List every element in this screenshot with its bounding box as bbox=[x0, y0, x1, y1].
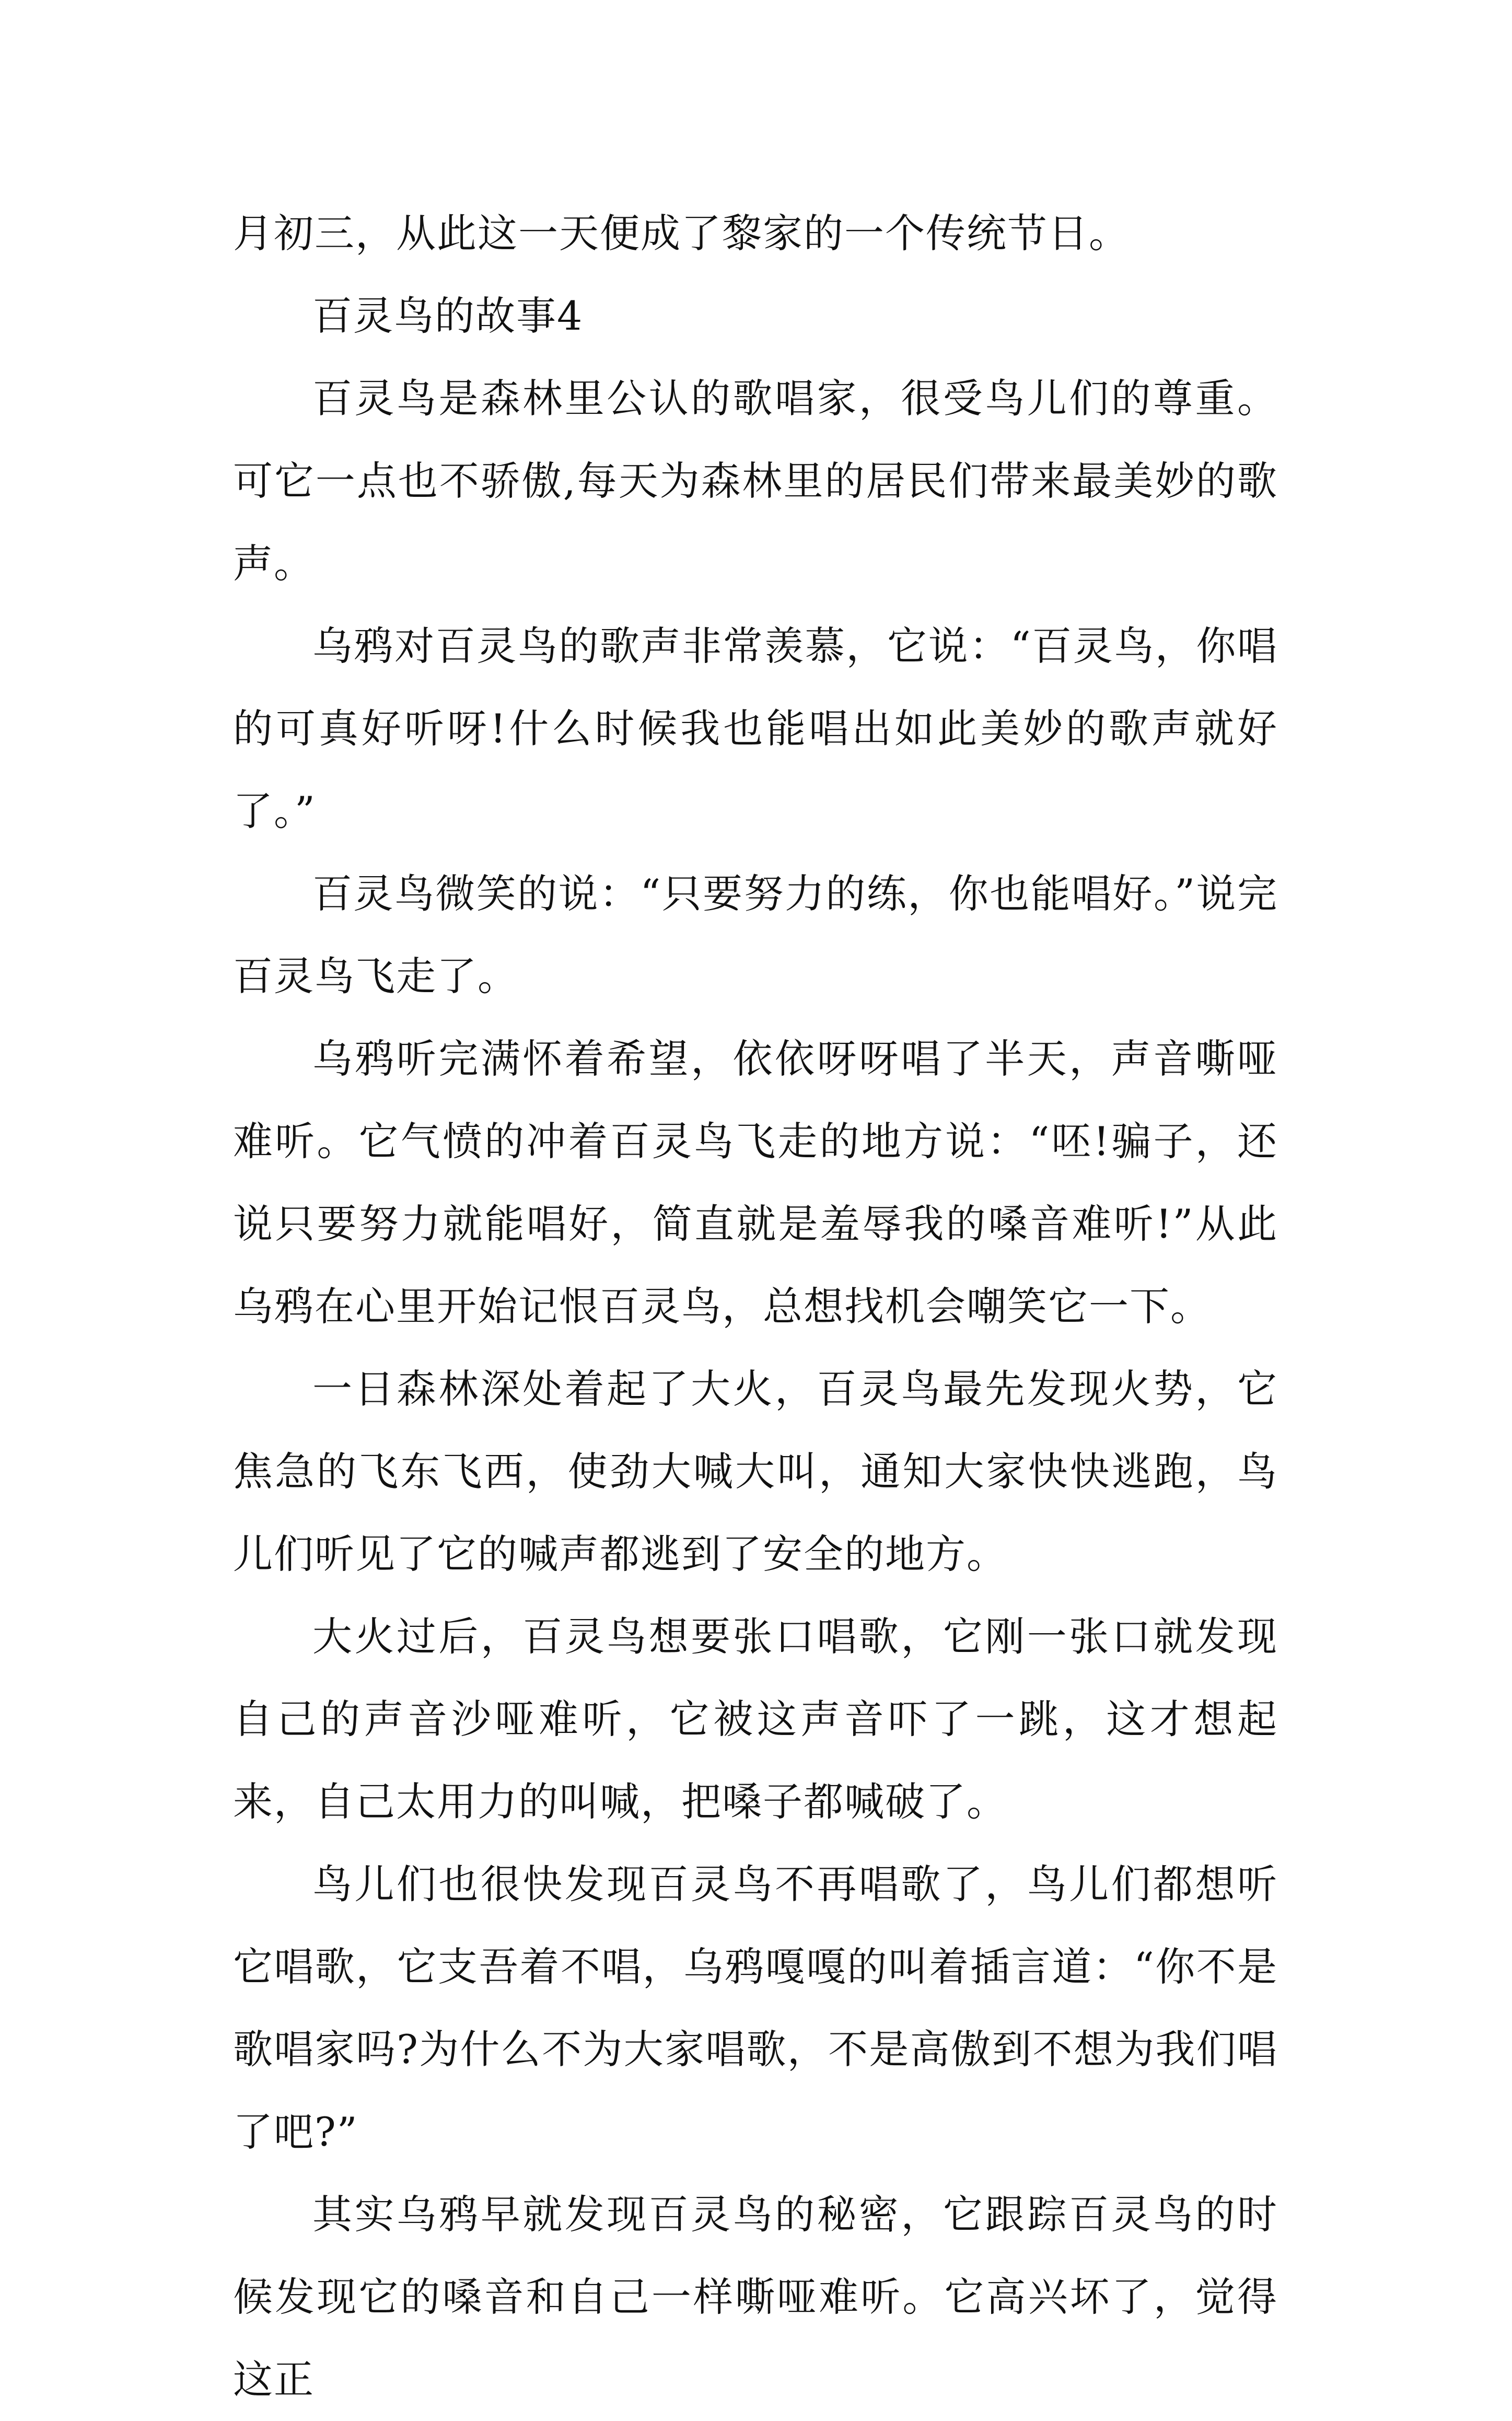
paragraph: 乌鸦对百灵鸟的歌声非常羡慕，它说：“百灵鸟，你唱的可真好听呀!什么时候我也能唱出如此美妙的歌声就好了。” bbox=[233, 623, 1278, 834]
paragraph: 一日森林深处着起了大火，百灵鸟最先发现火势，它焦急的飞东飞西，使劲大喊大叫，通知大家快快逃跑，鸟儿们听见了它的喊声都逃到了安全的地方。 bbox=[233, 1366, 1278, 1577]
paragraph: 百灵鸟微笑的说：“只要努力的练，你也能唱好。”说完百灵鸟飞走了。 bbox=[233, 870, 1278, 999]
paragraph: 大火过后，百灵鸟想要张口唱歌，它刚一张口就发现自己的声音沙哑难听，它被这声音吓了一跳，这才想起来，自己太用力的叫喊，把嗓子都喊破了。 bbox=[233, 1613, 1278, 1825]
paragraph: 百灵鸟是森林里公认的歌唱家，很受鸟儿们的尊重。可它一点也不骄傲,每天为森林里的居民们带来最美妙的歌声。 bbox=[233, 375, 1278, 587]
paragraph-continuation: 月初三，从此这一天便成了黎家的一个传统节日。 bbox=[233, 210, 1130, 257]
paragraph: 乌鸦听完满怀着希望，依依呀呀唱了半天，声音嘶哑难听。它气愤的冲着百灵鸟飞走的地方说：“呸!骗子，还说只要努力就能唱好，简直就是羞辱我的嗓音难听!”从此乌鸦在心里开始记恨百灵鸟，总想找机会嘲笑它一下。 bbox=[233, 1035, 1278, 1330]
paragraph: 其实乌鸦早就发现百灵鸟的秘密，它跟踪百灵鸟的时候发现它的嗓音和自己一样嘶哑难听。它高兴坏了，觉得这正 bbox=[233, 2191, 1278, 2403]
paragraph: 鸟儿们也很快发现百灵鸟不再唱歌了，鸟儿们都想听它唱歌，它支吾着不唱，乌鸦嘎嘎的叫着插言道：“你不是歌唱家吗?为什么不为大家唱歌，不是高傲到不想为我们唱了吧?” bbox=[233, 1861, 1278, 2155]
story-heading: 百灵鸟的故事4 bbox=[312, 293, 584, 339]
document-body bbox=[233, 192, 1278, 2421]
